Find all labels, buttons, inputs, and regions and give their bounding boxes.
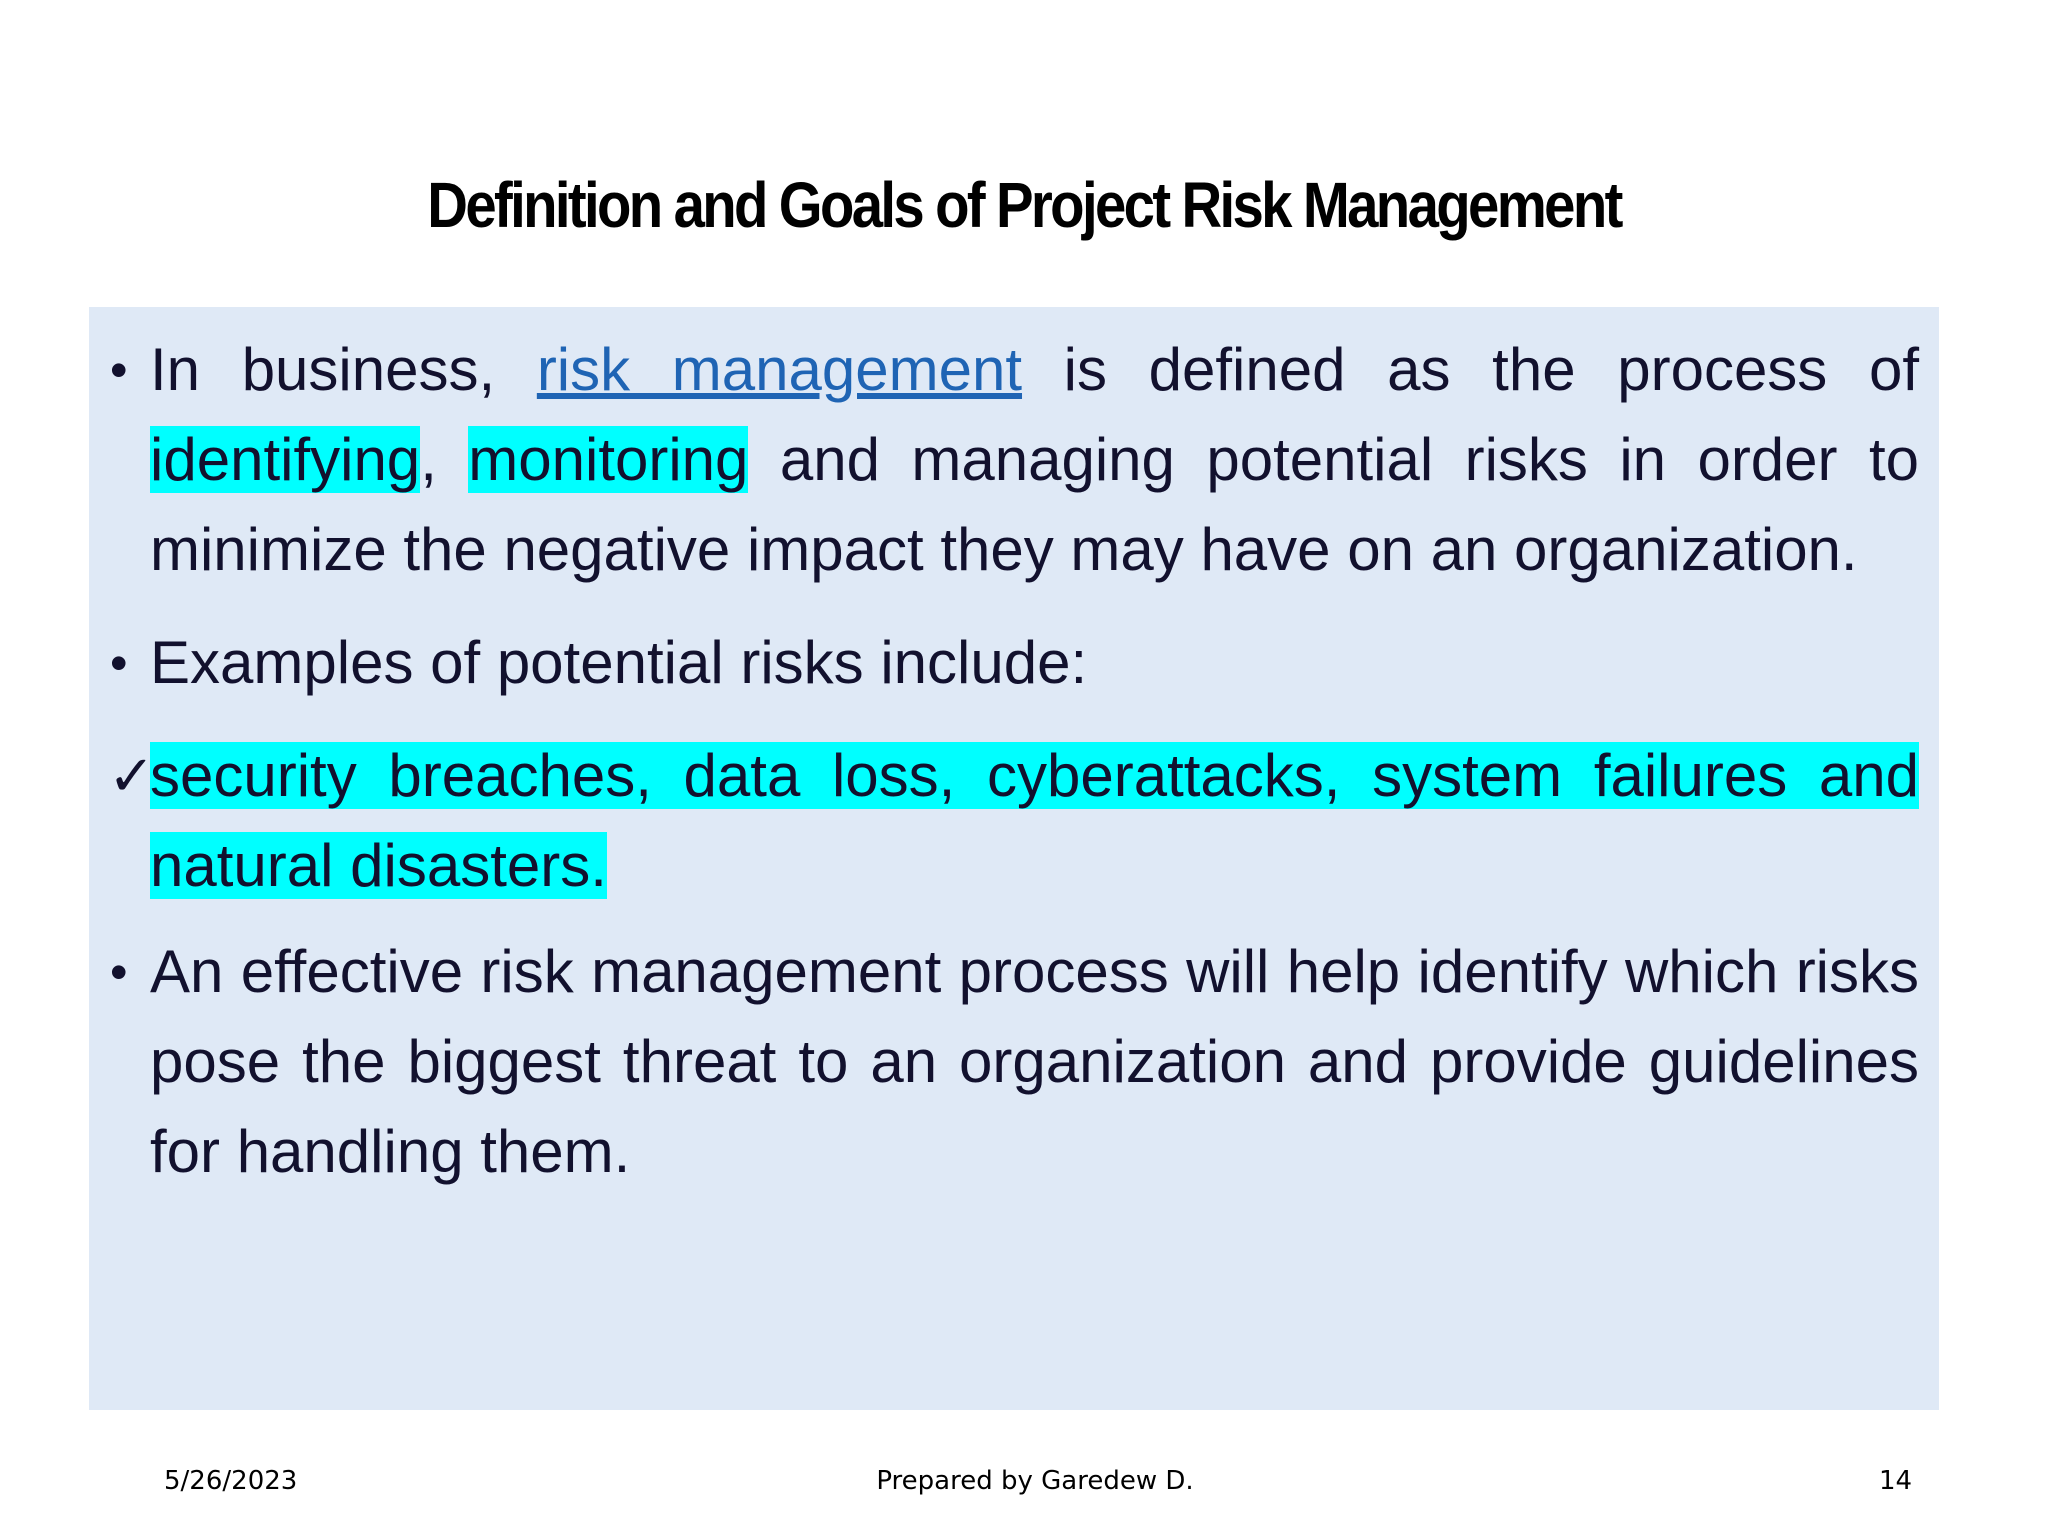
highlight-identifying: identifying <box>150 426 421 493</box>
highlight-risk-examples: security breaches, data loss, cyberattacks, system failures and natural disasters. <box>150 742 1919 899</box>
highlight-monitoring: monitoring <box>468 426 749 493</box>
bullet-3 <box>110 927 1919 1197</box>
bullet-icon: • <box>110 635 128 691</box>
footer-page-number: 14 <box>1879 1466 1913 1496</box>
footer-date: 5/26/2023 <box>164 1466 298 1496</box>
bullet-1-comma: , <box>420 426 469 493</box>
bullet-2 <box>110 618 1919 708</box>
bullet-1 <box>110 325 1920 595</box>
slide-title: Definition and Goals of Project Risk Management <box>427 169 1621 241</box>
bullet-1-text-start: In business, <box>150 336 537 403</box>
bullet-1-text-end: and managing potential risks in order to minimize the negative impact they may have on an organization. <box>150 426 1919 583</box>
risk-management-link[interactable]: risk management <box>536 336 1023 403</box>
bullet-3-text: An effective risk management process will help identify which risks pose the biggest threat to an organization and provide guidelines for handling them. <box>150 938 1919 1185</box>
bullet-1-text-middle: is defined as the process of <box>1022 336 1920 403</box>
bullet-2-text: Examples of potential risks include: <box>150 629 1088 696</box>
check-item <box>108 731 1919 911</box>
bullet-icon: • <box>110 944 128 1000</box>
bullet-icon: • <box>110 342 128 398</box>
content-box <box>89 307 1939 1410</box>
footer-author: Prepared by Garedew D. <box>876 1466 1194 1496</box>
checkmark-icon: ✓ <box>108 744 155 807</box>
